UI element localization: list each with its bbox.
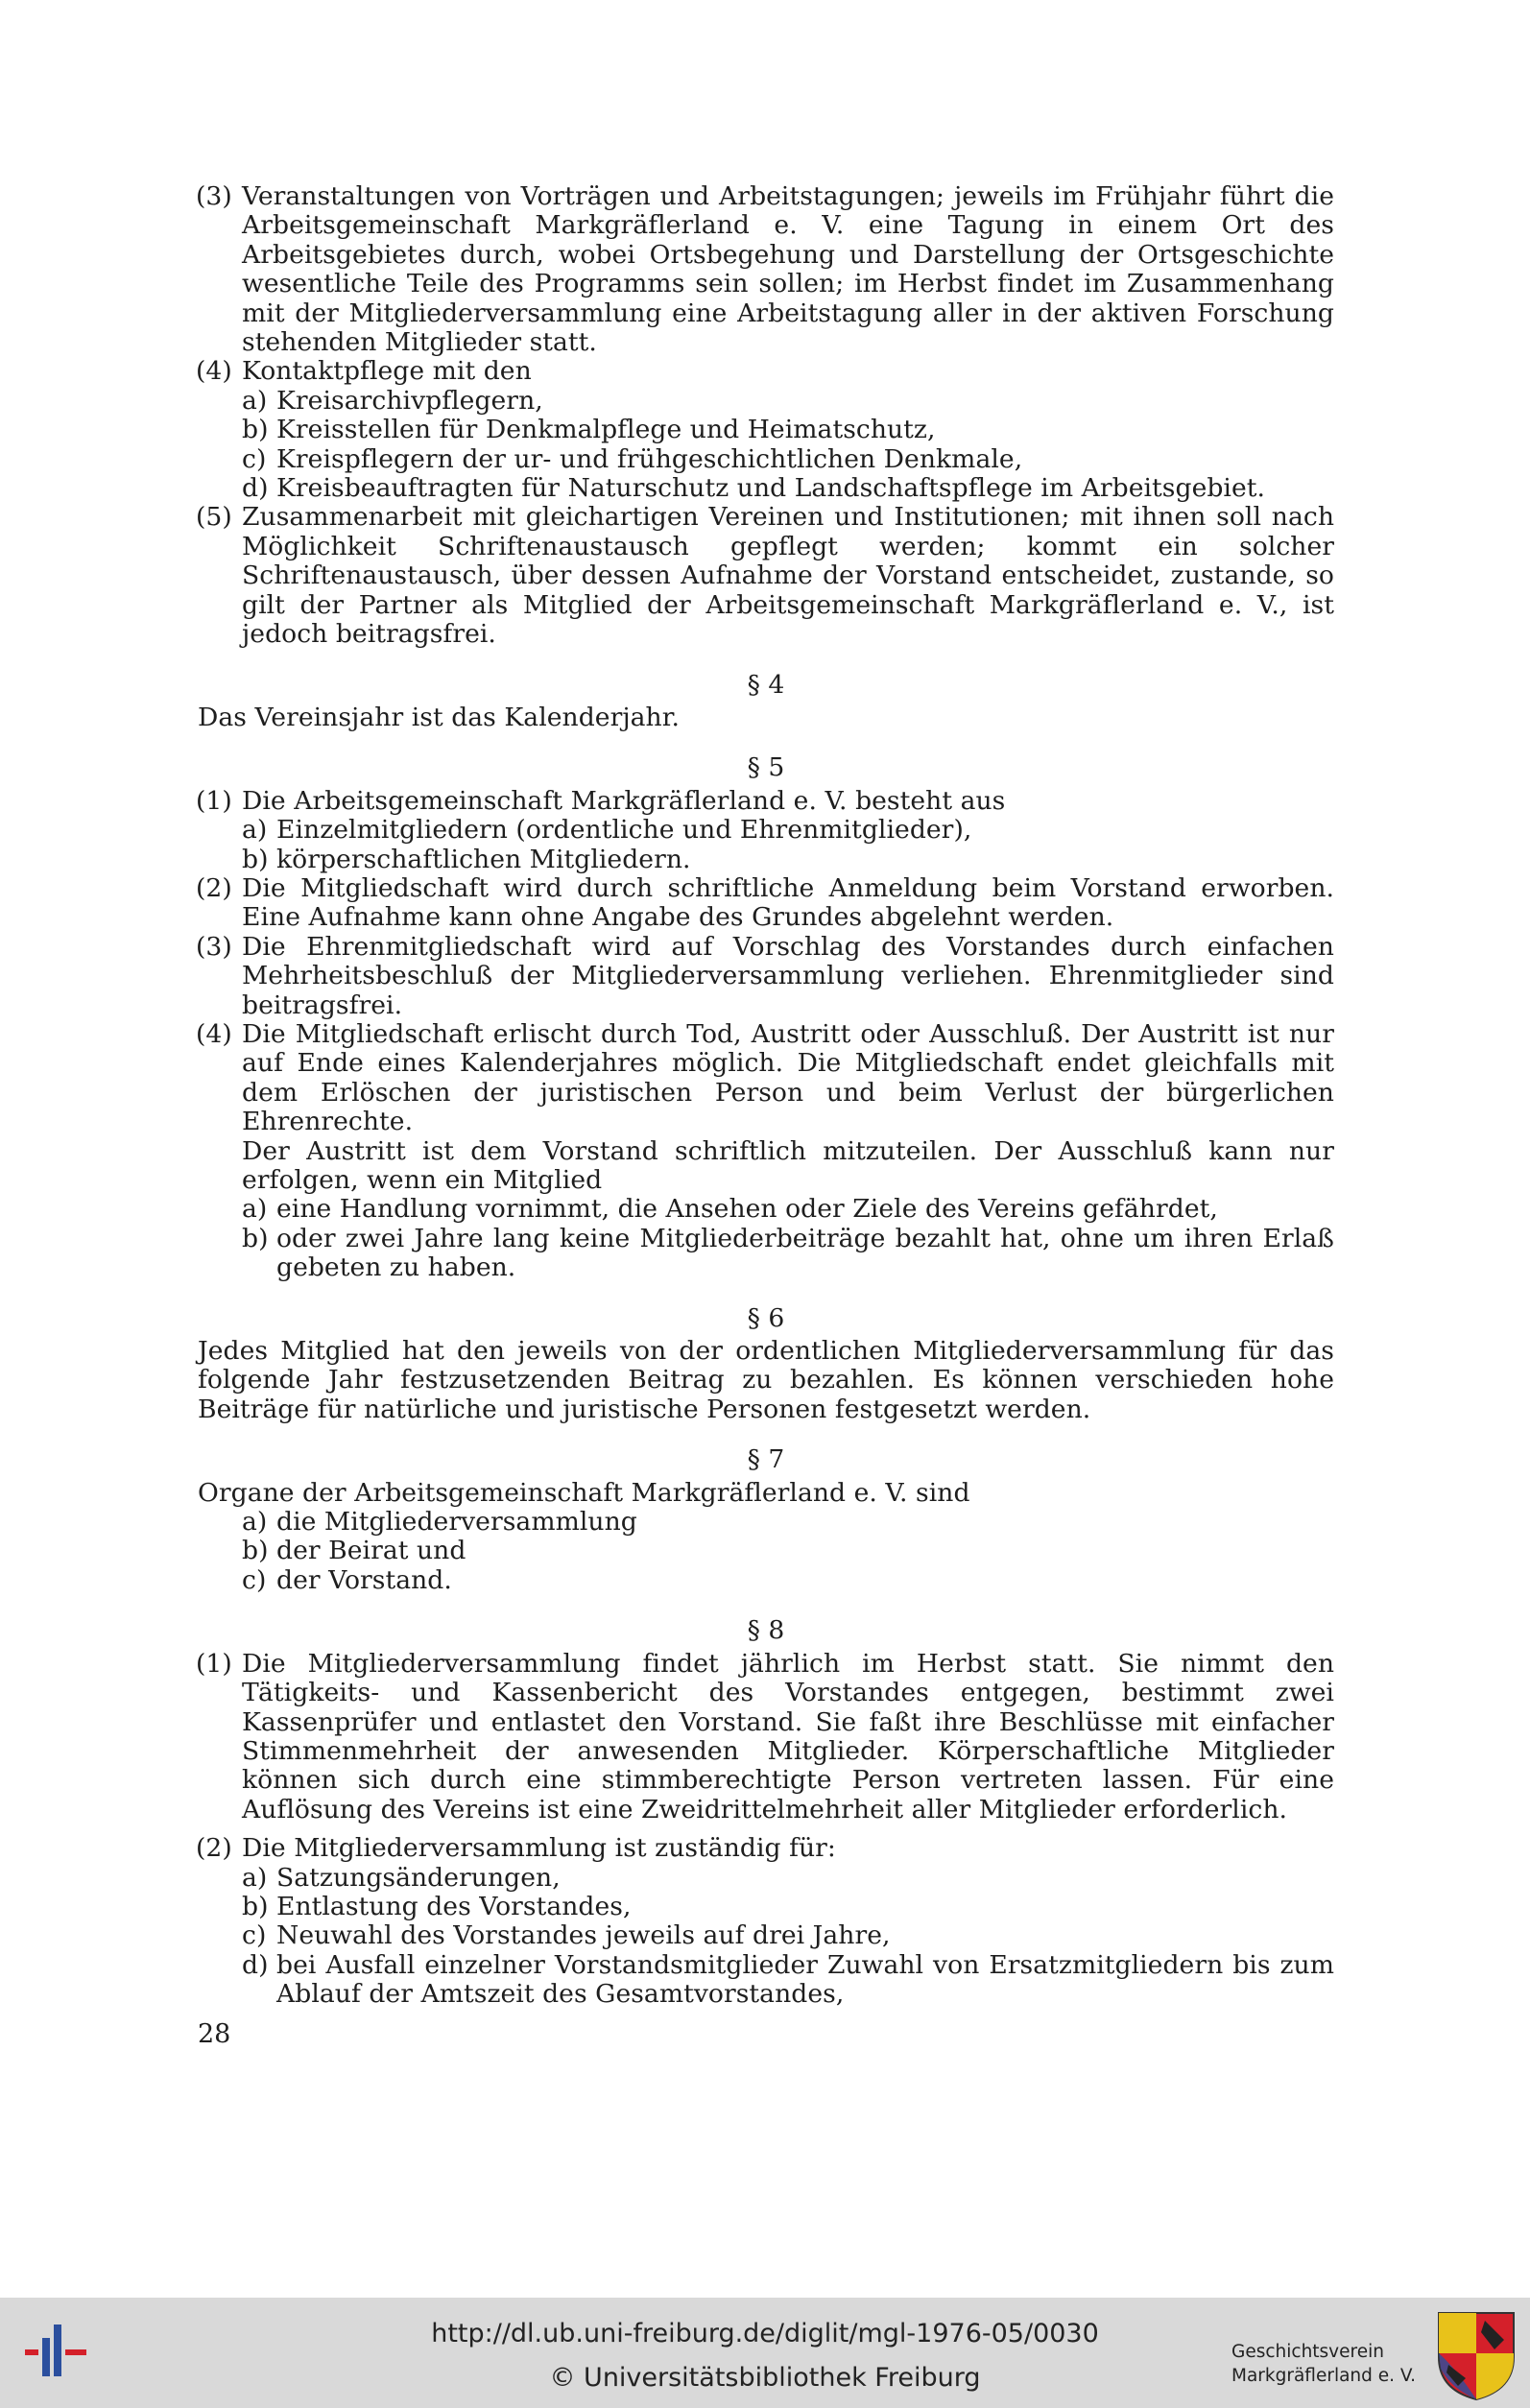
list-text: die Mitgliederversammlung xyxy=(276,1507,637,1538)
permalink-url[interactable]: http://dl.ub.uni-freiburg.de/diglit/mgl-1976-05/0030 xyxy=(431,2319,1099,2348)
list-text: Neuwahl des Vorstandes jeweils auf drei Jahre, xyxy=(276,1920,891,1951)
item-text: Die Mitgliederversammlung findet jährlich im Herbst statt. Sie nimmt den Tätigkeits- und Kassenbericht des Vorstandes entgegen, bestimmt zwei Kassenprüfer und entlastet den Vorstand. Sie faßt ihre Beschlüsse mit einfacher Stimmenmehrheit der anwesenden Mitglieder. Körperschaftliche Mitglieder können sich durch eine stimmberechtigte Person vertreten lassen. Für eine Auflösung des Vereins ist eine Zweidrittelmehrheit aller Mitglieder erforderlich. xyxy=(242,1648,1334,1824)
item-number: (4) xyxy=(196,1018,232,1049)
section-6-text: Jedes Mitglied hat den jeweils von der ordentlichen Mitgliederversammlung für das folgende Jahr festzusetzenden Beitrag zu bezahlen. Es können verschieden hohe Beiträge für natürliche und juristische Personen festgesetzt werden. xyxy=(198,1336,1334,1424)
item-number: (1) xyxy=(196,1648,232,1679)
section-4-text: Das Vereinsjahr ist das Kalenderjahr. xyxy=(198,702,681,732)
list-letter: c) xyxy=(242,1920,267,1951)
list-letter: b) xyxy=(242,1536,269,1566)
paragraph-8-2 xyxy=(198,1834,1334,1863)
item-text: Die Mitgliederversammlung ist zuständig für: xyxy=(242,1833,836,1864)
item-number: (2) xyxy=(196,1833,232,1864)
item-text: Die Arbeitsgemeinschaft Markgräflerland e. V. besteht aus xyxy=(242,785,1006,816)
list-item xyxy=(198,474,1334,503)
item-number: (5) xyxy=(196,502,232,533)
item-number: (3) xyxy=(196,181,232,211)
list-letter: c) xyxy=(242,1564,267,1595)
list-text: Kreisbeauftragten für Naturschutz und Landschaftspflege im Arbeitsgebiet. xyxy=(276,473,1266,504)
list-text: der Beirat und xyxy=(276,1536,466,1566)
list-item xyxy=(198,1893,1334,1921)
list-item xyxy=(198,816,1334,845)
list-item xyxy=(198,1225,1334,1283)
item-text: Zusammenarbeit mit gleichartigen Vereinen und Institutionen; mit ihnen soll nach Möglichkeit Schriftenaustausch gepflegt werden; kommt ein solcher Schriftenaustausch, über dessen Aufnahme der Vorstand entscheidet, zustande, so gilt der Partner als Mitglied der Arbeitsgemeinschaft Markgräflerland e. V., ist jedoch beitragsfrei. xyxy=(242,502,1334,650)
paragraph-3-3 xyxy=(198,182,1334,357)
list-text: Kreisarchivpflegern, xyxy=(276,385,543,416)
society-name xyxy=(1231,2340,1416,2388)
footer-bar xyxy=(0,2298,1530,2408)
list-text: bei Ausfall einzelner Vorstandsmitglieder Zuwahl von Ersatzmitgliedern bis zum Ablauf der Amtszeit des Gesamtvorstandes, xyxy=(276,1949,1334,2010)
list-letter: a) xyxy=(242,385,268,416)
list-text: Entlastung des Vorstandes, xyxy=(276,1891,632,1921)
list-item xyxy=(198,416,1334,444)
list-letter: a) xyxy=(242,1194,268,1225)
list-letter: b) xyxy=(242,1891,269,1921)
copyright-notice: © Universitätsbibliothek Freiburg xyxy=(549,2363,981,2393)
paragraph-3-4 xyxy=(198,357,1334,386)
section-heading-7: § 7 xyxy=(747,1444,785,1475)
item-text: Die Ehrenmitgliedschaft wird auf Vorschlag des Vorstandes durch einfachen Mehrheitsbeschluß der Mitgliederversammlung verliehen. Ehrenmitglieder sind beitragsfrei. xyxy=(242,931,1334,1020)
list-text: oder zwei Jahre lang keine Mitgliederbeiträge bezahlt hat, ohne um ihren Erlaß gebeten zu haben. xyxy=(276,1223,1334,1283)
list-letter: a) xyxy=(242,1862,268,1893)
list-text: der Vorstand. xyxy=(276,1564,452,1595)
list-text: Kreisstellen für Denkmalpflege und Heimatschutz, xyxy=(276,415,936,445)
list-letter: d) xyxy=(242,473,269,504)
section-7-text: Organe der Arbeitsgemeinschaft Markgräflerland e. V. sind xyxy=(198,1477,970,1508)
paragraph-5-1 xyxy=(198,787,1334,816)
list-letter: b) xyxy=(242,844,269,874)
list-letter: a) xyxy=(242,1507,268,1538)
section-heading-4: § 4 xyxy=(747,669,785,700)
document-body xyxy=(198,182,1334,2010)
paragraph-5-2 xyxy=(198,874,1334,933)
list-letter: c) xyxy=(242,443,267,474)
coat-of-arms-icon xyxy=(1437,2311,1516,2405)
list-item xyxy=(198,846,1334,874)
society-name-line2: Markgräflerland e. V. xyxy=(1231,2366,1417,2386)
society-name-line1: Geschichtsverein xyxy=(1231,2342,1384,2362)
list-text: Satzungsänderungen, xyxy=(276,1862,561,1893)
item-number: (4) xyxy=(196,356,232,387)
item-text: Die Mitgliedschaft wird durch schriftliche Anmeldung beim Vorstand erworben. Eine Aufnahme kann ohne Angabe des Grundes abgelehnt werden. xyxy=(242,872,1334,933)
section-heading-5: § 5 xyxy=(747,752,785,783)
item-text: Die Mitgliedschaft erlischt durch Tod, Austritt oder Ausschluß. Der Austritt ist nur auf Ende eines Kalenderjahres möglich. Die Mitgliedschaft endet gleichfalls mit dem Erlöschen der juristischen Person und beim Verlust der bürgerlichen Ehrenrechte. xyxy=(242,1018,1334,1137)
list-item xyxy=(198,1921,1334,1950)
page-number: 28 xyxy=(198,2019,231,2049)
paragraph-8-1 xyxy=(198,1650,1334,1824)
list-text: Einzelmitgliedern (ordentliche und Ehrenmitglieder), xyxy=(276,815,972,846)
list-letter: b) xyxy=(242,415,269,445)
paragraph-3-5 xyxy=(198,503,1334,649)
list-item xyxy=(198,1195,1334,1224)
list-letter: d) xyxy=(242,1949,269,1980)
list-text: eine Handlung vornimmt, die Ansehen oder Ziele des Vereins gefährdet, xyxy=(276,1194,1218,1225)
paragraph-5-3 xyxy=(198,933,1334,1020)
list-item xyxy=(198,1537,1334,1565)
list-item xyxy=(198,1951,1334,2010)
list-item xyxy=(198,1864,1334,1893)
list-item xyxy=(198,1566,1334,1595)
list-text: Kreispflegern der ur- und frühgeschichtlichen Denkmale, xyxy=(276,443,1023,474)
item-text: Veranstaltungen von Vorträgen und Arbeitstagungen; jeweils im Frühjahr führt die Arbeitsgemeinschaft Markgräflerland e. V. eine Tagung in einem Ort des Arbeitsgebietes durch, wobei Ortsbegehung und Darstellung der Ortsgeschichte wesentliche Teile des Programms sein sollen; im Herbst findet im Zusammenhang mit der Mitgliederversammlung eine Arbeitstagung aller in der aktiven Forschung stehenden Mitglieder statt. xyxy=(242,181,1334,358)
item-number: (3) xyxy=(196,931,232,962)
list-text: körperschaftlichen Mitgliedern. xyxy=(276,844,691,874)
list-letter: b) xyxy=(242,1223,269,1253)
item-number: (2) xyxy=(196,872,232,903)
list-item xyxy=(198,1508,1334,1537)
item-text: Kontaktpflege mit den xyxy=(242,356,532,387)
list-item xyxy=(198,387,1334,416)
section-heading-8: § 8 xyxy=(747,1615,785,1646)
section-heading-6: § 6 xyxy=(747,1302,785,1333)
paragraph-5-4 xyxy=(198,1020,1334,1137)
list-letter: a) xyxy=(242,815,268,846)
paragraph-5-4-continued: Der Austritt ist dem Vorstand schriftlich mitzuteilen. Der Ausschluß kann nur erfolgen, wenn ein Mitglied xyxy=(242,1135,1334,1195)
item-number: (1) xyxy=(196,785,232,816)
list-item xyxy=(198,445,1334,474)
